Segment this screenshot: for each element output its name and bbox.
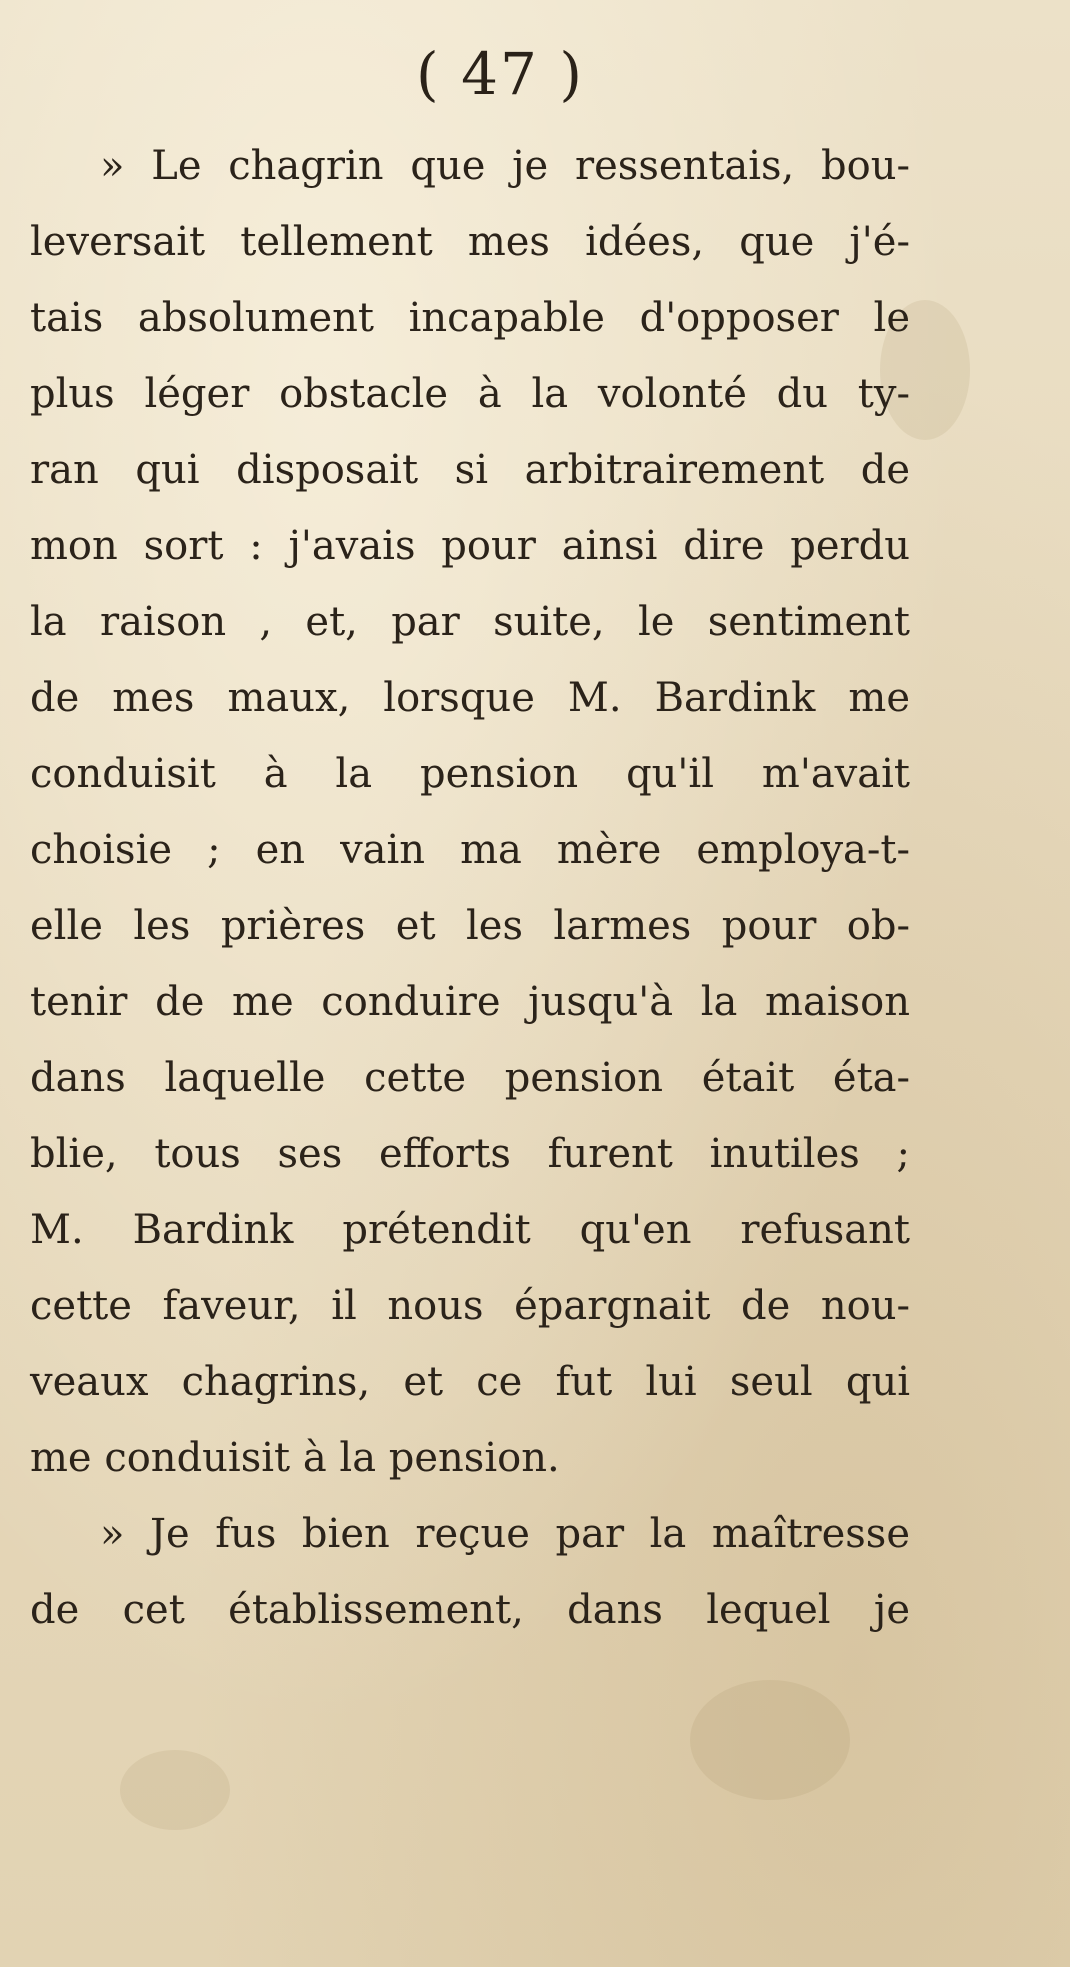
text-line: conduisit à la pension qu'il m'avait (30, 751, 910, 797)
body-text (30, 128, 910, 1648)
text-line: dans laquelle cette pension était éta- (30, 1055, 910, 1101)
text-line: elle les prières et les larmes pour ob- (30, 903, 910, 949)
text-line: choisie ; en vain ma mère employa-t- (30, 827, 910, 873)
paper-stain (120, 1750, 230, 1830)
text-line: tais absolument incapable d'opposer le (30, 295, 910, 341)
text-line: tenir de me conduire jusqu'à la maison (30, 979, 910, 1025)
text-line: de mes maux, lorsque M. Bardink me (30, 675, 910, 721)
text-line: » Je fus bien reçue par la maîtresse (100, 1511, 910, 1557)
text-line: ran qui disposait si arbitrairement de (30, 447, 910, 493)
text-line: blie, tous ses efforts furent inutiles ; (30, 1131, 910, 1177)
text-line: M. Bardink prétendit qu'en refusant (30, 1207, 910, 1253)
text-line: de cet établissement, dans lequel je (30, 1587, 910, 1633)
text-line: mon sort : j'avais pour ainsi dire perdu (30, 523, 910, 569)
text-line: me conduisit à la pension. (30, 1435, 560, 1481)
text-line: leversait tellement mes idées, que j'é- (30, 219, 910, 265)
text-line: veaux chagrins, et ce fut lui seul qui (30, 1359, 910, 1405)
page-number: ( 47 ) (416, 40, 584, 108)
text-line: » Le chagrin que je ressentais, bou- (100, 143, 910, 189)
paper-stain (690, 1680, 850, 1800)
text-line: la raison , et, par suite, le sentiment (30, 599, 910, 645)
text-line: plus léger obstacle à la volonté du ty- (30, 371, 910, 417)
text-line: cette faveur, il nous épargnait de nou- (30, 1283, 910, 1329)
